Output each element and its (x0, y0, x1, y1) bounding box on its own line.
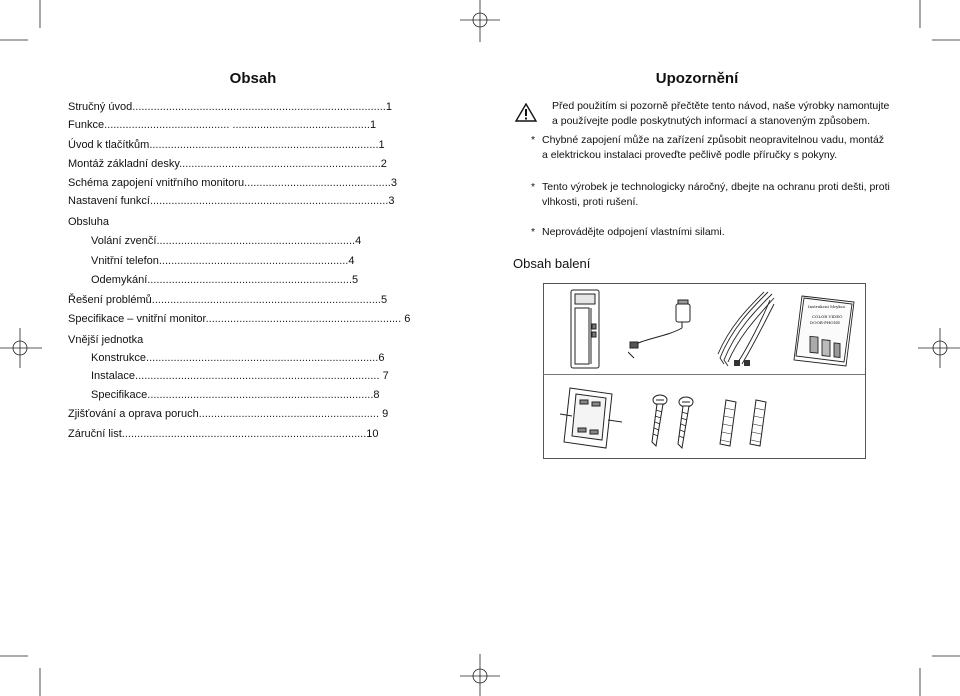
toc-entry-title: Schéma zapojení vnitřního monitoru (68, 177, 245, 189)
right-page (507, 60, 887, 92)
warning-line: Před použitím si pozorně přečtěte tento návod, naše výrobky namontujte (552, 100, 890, 112)
monitor-unit-icon (565, 288, 605, 370)
toc-entry-dots: ........................................................................... (151, 294, 381, 306)
bullet-line: Chybné zapojení může na zařízení způsobit neopravitelnou vadu, montáž (542, 134, 885, 146)
screw-icon (644, 392, 704, 450)
toc-entry-title: Specifikace (91, 389, 148, 401)
toc-entry-page: 1 (385, 101, 392, 113)
warning-triangle-icon (515, 103, 537, 122)
toc-entry-dots: .............................................................................. (149, 195, 389, 207)
toc-entry-title: Obsluha (68, 216, 109, 228)
bullet-line: a elektrickou instalaci proveďte pečlivě podle příručky s pokyny. (542, 149, 838, 161)
toc-entry[interactable] (68, 293, 387, 307)
bullet-star: * (531, 134, 536, 146)
toc-entry-dots: ................................................................. (156, 235, 356, 247)
toc-entry-page: 7 (382, 370, 389, 382)
toc-entry-title: Záruční list (68, 428, 122, 440)
toc-entry[interactable] (68, 427, 379, 441)
toc-entry-page: 9 (382, 408, 389, 420)
toc-entry-page: 4 (355, 235, 362, 247)
toc-entry-page: 8 (373, 389, 380, 401)
toc-entry-dots: ........................................................................... (149, 139, 379, 151)
bullet-star: * (531, 181, 536, 193)
power-adapter-icon (628, 296, 700, 360)
toc-entry-title: Instalace (91, 370, 136, 382)
toc-heading: Obsah (229, 70, 277, 87)
wall-plug-icon (712, 396, 778, 452)
toc-entry-dots: ................................................................ (205, 313, 405, 325)
toc-entry-title: Zjišťování a oprava poruch (68, 408, 199, 420)
toc-entry-page: 3 (390, 177, 397, 189)
bullet-item (531, 225, 891, 241)
toc-entry-dots: ............................................................................ (146, 352, 379, 364)
cable-coil-icon (712, 288, 778, 370)
toc-entry[interactable] (68, 333, 143, 347)
bullet-item (531, 180, 891, 212)
toc-entry-dots: ................................................................................ (135, 370, 383, 382)
toc-entry[interactable] (91, 388, 380, 402)
manual-title-line: Instrukcni Mrykco (808, 304, 846, 309)
bullet-line: Tento výrobek je technologicky náročný, dbejte na ochranu proti dešti, proti (542, 181, 890, 193)
toc-entry-page: 6 (404, 313, 411, 325)
toc-entry-dots: .............................................................. (158, 255, 349, 267)
toc-entry[interactable] (91, 254, 354, 268)
toc-entry[interactable] (68, 312, 410, 326)
toc-entry-title: Specifikace – vnitřní monitor (68, 313, 206, 325)
toc-entry[interactable] (91, 351, 384, 365)
toc-entry-title: Funkce (68, 119, 105, 131)
bullet-item (531, 133, 891, 165)
toc-entry-dots: ......................................... ............................................. (104, 119, 370, 131)
toc-entry-page: 6 (378, 352, 385, 364)
toc-entry-dots: .................................................................. (179, 158, 381, 170)
toc-entry-page: 5 (381, 294, 388, 306)
toc-entry-page: 1 (369, 119, 377, 131)
toc-entry-dots: ................................................................................ (121, 428, 367, 440)
toc-entry-page: 10 (366, 428, 379, 440)
toc-entry[interactable] (68, 407, 388, 421)
bullet-line: Neprovádějte odpojení vlastními silami. (542, 226, 725, 238)
toc-entry[interactable] (68, 100, 392, 114)
manual-booklet-icon (788, 292, 860, 370)
toc-entry[interactable] (68, 176, 397, 190)
toc-entry-dots: ................................................................................... (132, 101, 386, 113)
toc-entry-title: Vnější jednotka (68, 334, 144, 346)
toc-entry-page: 4 (348, 255, 355, 267)
warning-heading: Upozornění (655, 70, 739, 87)
toc-entry[interactable] (68, 157, 387, 171)
toc-entry-page: 1 (378, 139, 385, 151)
left-page (68, 60, 438, 440)
toc-entry-dots: ........................................................... (198, 408, 383, 420)
toc-entry-dots: .......................................................................... (147, 389, 374, 401)
box-divider (543, 374, 865, 375)
toc-entry-page: 5 (352, 274, 359, 286)
toc-entry[interactable] (91, 234, 361, 248)
toc-entry[interactable] (91, 369, 389, 383)
toc-entry-title: Montáž základní desky (68, 158, 180, 170)
bullet-star: * (531, 226, 536, 238)
toc-entry-title: Vnitřní telefon (91, 255, 159, 267)
toc-entry-title: Konstrukce (91, 352, 147, 364)
toc-entry-title: Úvod k tlačítkům (68, 139, 150, 151)
toc-entry[interactable] (91, 273, 358, 287)
toc-entry[interactable] (68, 138, 385, 152)
toc-entry-title: Řešení problémů (68, 294, 152, 306)
mounting-bracket-icon (550, 380, 630, 454)
toc-entry-title: Volání zvenčí (91, 235, 157, 247)
toc-entry-page: 2 (380, 158, 387, 170)
toc-entry-page: 3 (388, 195, 395, 207)
toc-entry[interactable] (68, 215, 109, 229)
toc-entry-title: Stručný úvod (68, 101, 133, 113)
package-heading: Obsah balení (513, 256, 591, 271)
toc-entry-title: Nastavení funkcí (68, 195, 150, 207)
bullet-line: vlhkosti, proti rušení. (542, 196, 639, 208)
manual-title-line: DOOR-PHONE (810, 320, 841, 325)
manual-title-line: COLOR VIDEO (812, 314, 843, 319)
warning-line: a používejte podle poskytnutých informací a stanoveným způsobem. (552, 115, 871, 127)
toc-entry-dots: ................................................................... (147, 274, 353, 286)
warning-text (552, 99, 892, 129)
toc-entry-title: Odemykání (91, 274, 148, 286)
toc-entry-dots: ................................................ (244, 177, 391, 189)
toc-entry[interactable] (68, 194, 394, 208)
toc-entry[interactable] (68, 118, 376, 132)
